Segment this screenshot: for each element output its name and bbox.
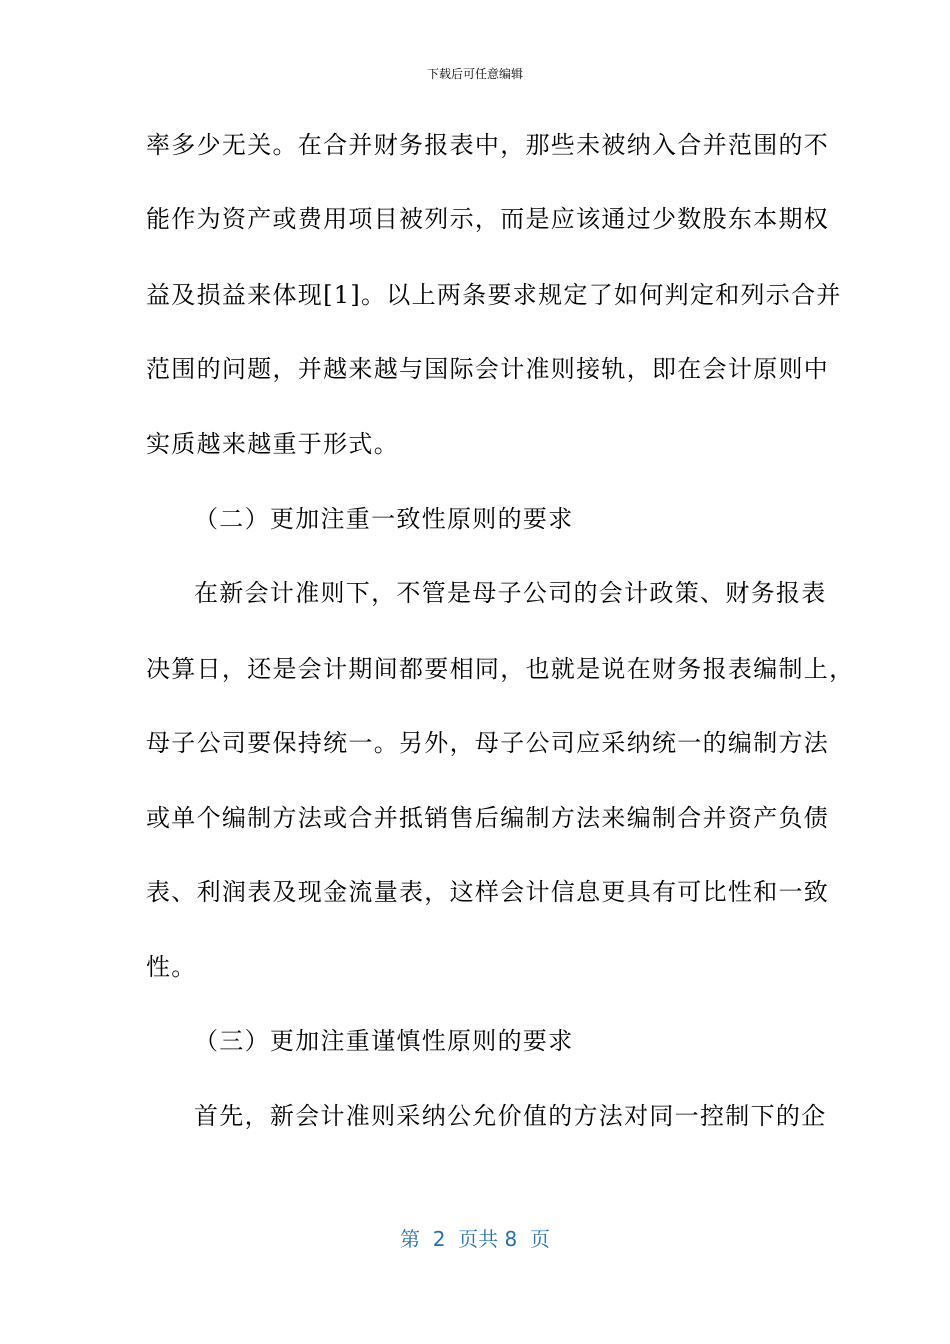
body-line: 或单个编制方法或合并抵销售后编制方法来编制合并资产负债 xyxy=(146,804,830,832)
page-number-footer: 第 2 页共 8 页 xyxy=(400,1227,550,1251)
section-heading: （三）更加注重谨慎性原则的要求 xyxy=(194,1027,574,1055)
body-line: 率多少无关。在合并财务报表中，那些未被纳入合并范围的不 xyxy=(146,131,830,159)
body-line: 实质越来越重于形式。 xyxy=(146,430,399,458)
body-line: 能作为资产或费用项目被列示，而是应该通过少数股东本期权 xyxy=(146,205,830,233)
body-line: 母子公司要保持统一。另外，母子公司应采纳统一的编制方法 xyxy=(146,729,830,757)
body-line: 性。 xyxy=(146,953,197,981)
page-header: 下载后可任意编辑 xyxy=(426,67,523,81)
body-line: 表、利润表及现金流量表，这样会计信息更具有可比性和一致 xyxy=(146,878,830,906)
body-line: 益及损益来体现[1]。以上两条要求规定了如何判定和列示合并 xyxy=(146,281,842,309)
body-line: 首先，新会计准则采纳公允价值的方法对同一控制下的企 xyxy=(194,1102,827,1130)
body-line: 决算日，还是会计期间都要相同，也就是说在财务报表编制上， xyxy=(146,655,855,683)
body-line: 在新会计准则下，不管是母子公司的会计政策、财务报表 xyxy=(194,579,827,607)
body-line: 范围的问题，并越来越与国际会计准则接轨，即在会计原则中 xyxy=(146,355,830,383)
section-heading: （二）更加注重一致性原则的要求 xyxy=(194,505,574,533)
